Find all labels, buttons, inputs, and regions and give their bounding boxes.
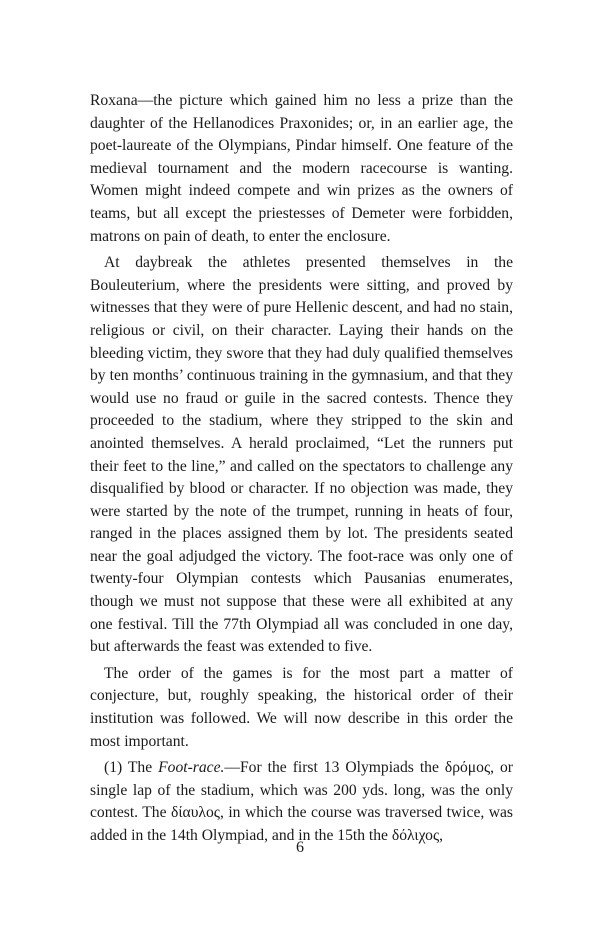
- paragraph-4-prefix: (1) The: [104, 759, 159, 777]
- paragraph-3: The order of the games is for the most part a matter of conjecture, but, roughly speaking, the historical order of their institution was followed. We will now describe in this order the most important.: [90, 664, 513, 750]
- paragraph-4: [90, 757, 513, 847]
- paragraph-4-italic-heading: Foot-race.: [158, 759, 225, 777]
- paragraph-2: At daybreak the athletes presented themselves in the Bouleuterium, where the presidents were sitting, and proved by witnesses that they were of pure Hellenic descent, and had no stain, religious or civil, on their character. Laying their hands on the bleeding victim, they swore that they had duly qualified themselves by ten months’ continuous training in the gymnasium, and that they would use no fraud or guile in the sacred contests. Thence they proceeded to the stadium, where they stripped to the skin and anointed themselves. A herald proclaimed, “Let the runners put their feet to the line,” and called on the spectators to challenge any disqualified by blood or character. If no objection was made, they were started by the note of the trumpet, running in heats of four, ranged in the places assigned them by lot. The presidents seated near the goal adjudged the victory. The foot-race was only one of twenty-four Olympian contests which Pausanias enumerates, though we must not suppose that these were all exhibited at any one festival. Till the 77th Olympiad all was concluded in one day, but afterwards the feast was extended to five.: [90, 254, 513, 656]
- page-number: 6: [296, 839, 304, 856]
- body-text: [90, 90, 513, 848]
- paragraph-1: Roxana—the picture which gained him no less a prize than the daughter of the Hellanodices Praxonides; or, in an earlier age, the poet-laureate of the Olympians, Pindar himself. One feature of the medieval tournament and the modern racecourse is wanting. Women might indeed compete and win prizes as the owners of teams, but all except the priestesses of Demeter were forbidden, matrons on pain of death, to enter the enclosure.: [90, 92, 513, 245]
- paragraph-4-body: —For the first 13 Olympiads the δρόμος, or single lap of the stadium, which was 200 yds. long, was the only contest. The δίαυλος, in which the course was traversed twice, was added in the 14th Olympiad, and in the 15th the δόλιχος,: [90, 759, 513, 844]
